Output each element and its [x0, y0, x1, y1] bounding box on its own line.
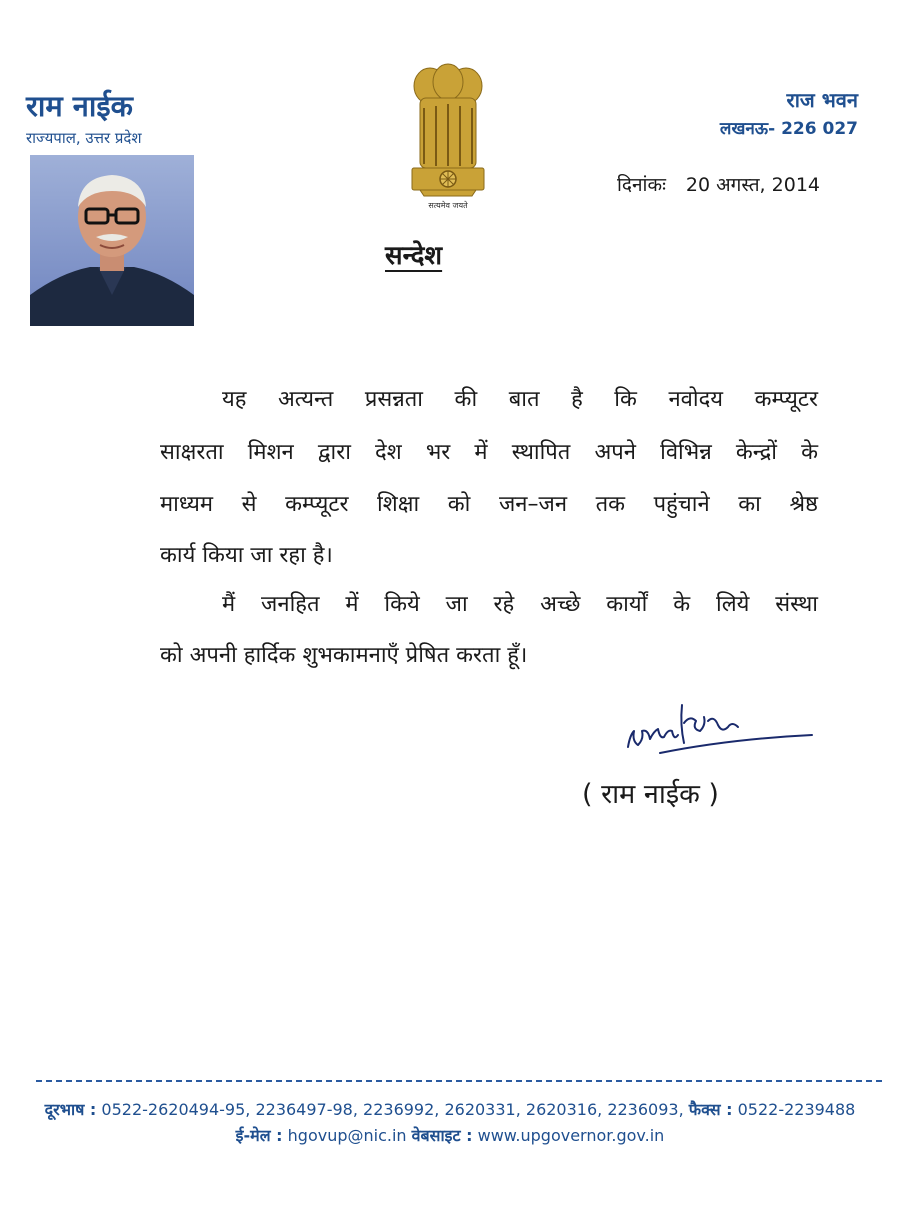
footer-contact-line [0, 1098, 900, 1120]
fax-number: 0522-2239488 [737, 1100, 856, 1119]
website-link[interactable]: www.upgovernor.gov.in [477, 1126, 665, 1145]
footer-web-line [0, 1124, 900, 1146]
office-name: राज भवन [786, 88, 858, 112]
email-label: ई-मेल : [235, 1126, 283, 1145]
website-label: वेबसाइट : [411, 1126, 473, 1145]
fax-label: फैक्स : [688, 1100, 733, 1119]
paragraph-1-line-3: माध्यम से कम्प्यूटर शिक्षा को जन–जन तक पहुंचाने का श्रेष्ठ [160, 492, 818, 517]
phone-numbers: 0522-2620494-95, 2236497-98, 2236992, 2620331, 2620316, 2236093, [101, 1100, 684, 1119]
signatory-name: ( राम नाईक ) [582, 779, 719, 810]
paragraph-2-line-2: को अपनी हार्दिक शुभकामनाएँ प्रेषित करता हूँ। [160, 643, 528, 668]
paragraph-1-line-1: यह अत्यन्त प्रसन्नता की बात है कि नवोदय कम्प्यूटर [222, 387, 818, 412]
date-line [617, 171, 820, 197]
paragraph-2-line-1: मैं जनहित में किये जा रहे अच्छे कार्यों के लिये संस्था [222, 592, 818, 617]
date-value: 20 अगस्त, 2014 [685, 174, 820, 196]
paragraph-1-line-4: कार्य किया जा रहा है। [160, 543, 333, 568]
sender-name: राम नाईक [26, 89, 133, 123]
paragraph-1-line-2: साक्षरता मिशन द्वारा देश भर में स्थापित अपने विभिन्न केन्द्रों के [160, 440, 818, 465]
sender-title: राज्यपाल, उत्तर प्रदेश [26, 129, 142, 147]
state-emblem-image [404, 56, 492, 216]
date-label: दिनांकः [617, 174, 666, 196]
footer-divider [36, 1080, 882, 1082]
message-heading: सन्देश [385, 241, 443, 271]
governor-portrait-photo [30, 155, 194, 326]
handwritten-signature [620, 695, 820, 765]
phone-label: दूरभाष : [44, 1100, 97, 1119]
email-link[interactable]: hgovup@nic.in [287, 1126, 407, 1145]
emblem-motto: सत्यमेव जयते [428, 201, 468, 210]
office-city: लखनऊ- 226 027 [719, 119, 858, 139]
